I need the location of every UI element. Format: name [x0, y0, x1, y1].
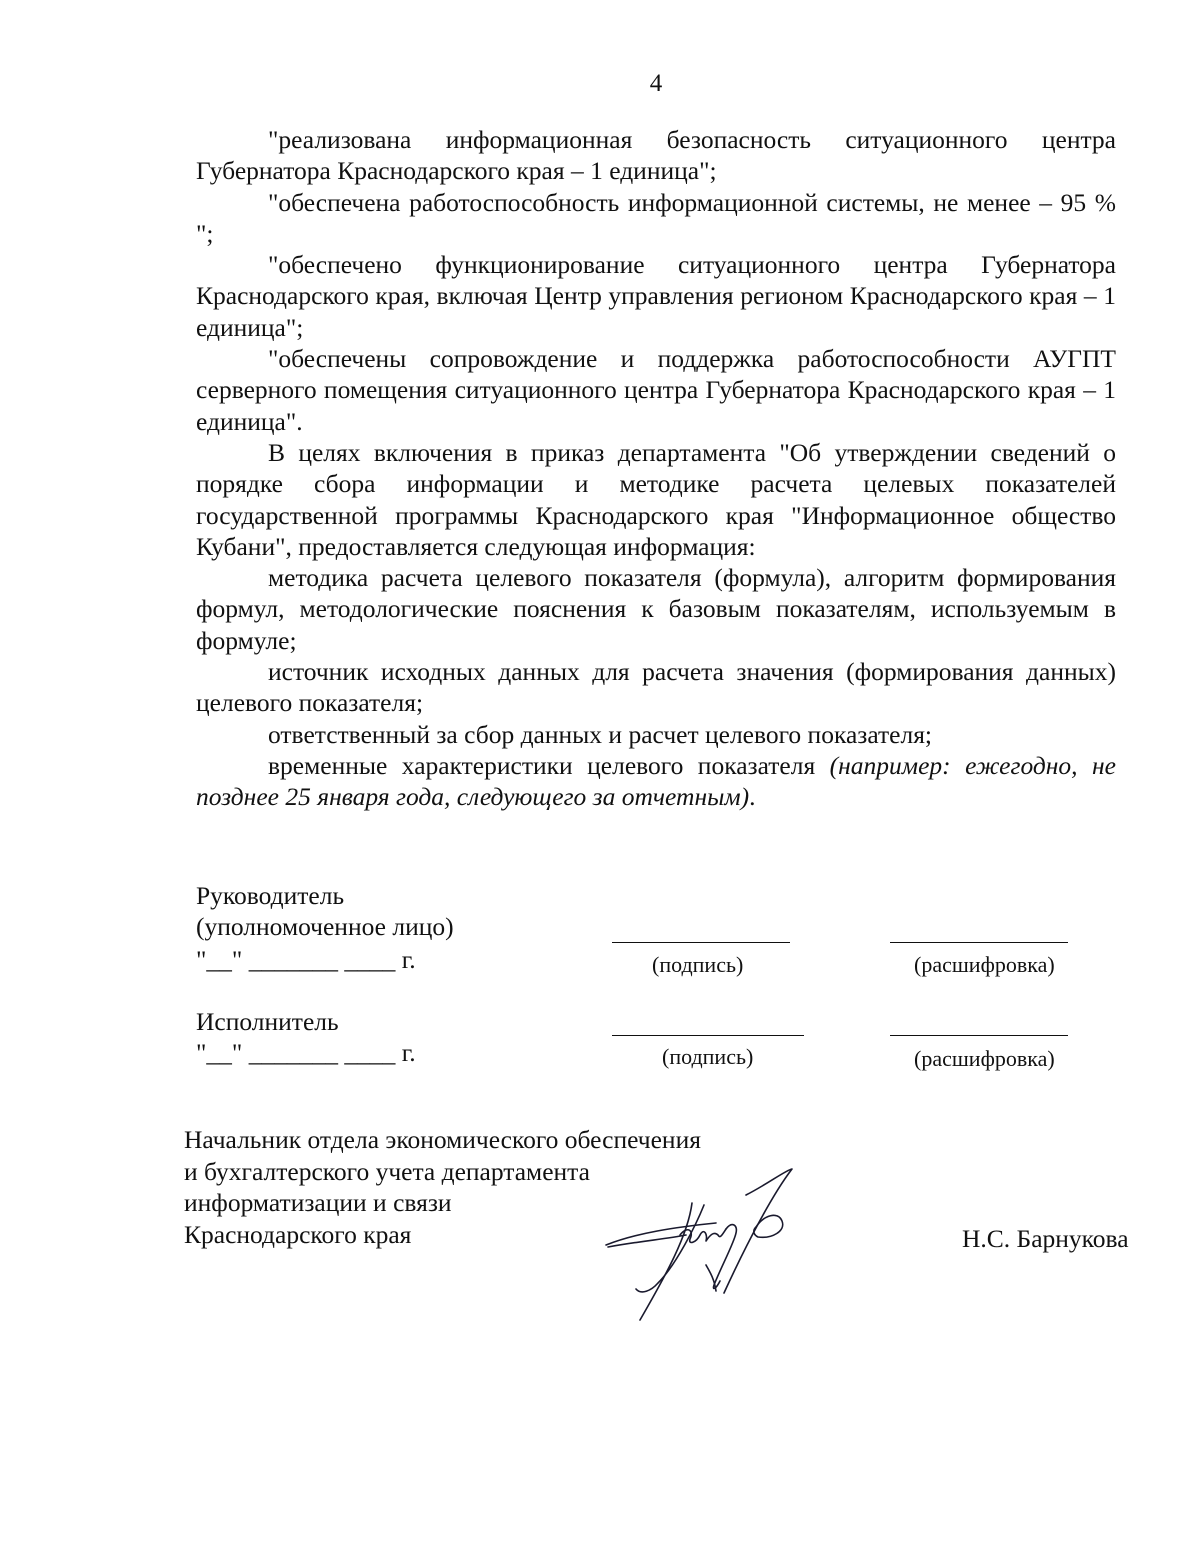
chief-position-line: информатизации и связи [184, 1188, 452, 1217]
chief-name: Н.С. Барнукова [962, 1224, 1129, 1253]
chief-position-line: Краснодарского края [184, 1219, 412, 1249]
paragraph-text: временные характеристики целевого показателя [268, 750, 830, 780]
chief-position-line: Начальник отдела экономического обеспечения [184, 1125, 701, 1154]
paragraph: "обеспечено функционирование ситуационного центра Губернатора Краснодарского края, включая Центр управления регионом Краснодарского края – 1 единица"; [196, 250, 1116, 342]
paragraph: "реализована информационная безопасность ситуационного центра Губернатора Краснодарского края – 1 единица"; [196, 125, 1116, 186]
paragraph: В целях включения в приказ департамента "Об утверждении сведений о порядке сбора информации и методике расчета целевых показателей государственной программы Краснодарского края "Информационное общество Кубани", предоставляется следующая информация: [196, 437, 1116, 561]
paragraph: "обеспечены сопровождение и поддержка работоспособности АУГПТ серверного помещения ситуационного центра Губернатора Краснодарского края – 1 единица". [196, 344, 1116, 436]
handwritten-signature [596, 1165, 806, 1325]
executor-decoding-line [890, 1035, 1068, 1036]
paragraph: методика расчета целевого показателя (формула), алгоритм формирования формул, методологические пояснения к базовым показателям, используемым в формуле; [196, 563, 1116, 655]
page-number: 4 [649, 70, 663, 97]
document-body [196, 124, 1116, 813]
paragraph-time-characteristics [196, 750, 1116, 813]
executor-signature-caption: (подпись) [662, 1044, 754, 1069]
paragraph-end: . [749, 782, 756, 812]
head-signature-caption: (подпись) [652, 952, 744, 977]
paragraph-italic-example: (например: ежегодно, не позднее 25 января года, следующего за отчетным) [196, 750, 1116, 812]
executor-title: Исполнитель [196, 1007, 339, 1036]
head-subtitle: (уполномоченное лицо) [196, 912, 454, 941]
paragraph: источник исходных данных для расчета значения (формирования данных) целевого показателя; [196, 657, 1116, 718]
head-decoding-line [890, 942, 1068, 943]
chief-position-line: и бухгалтерского учета департамента [184, 1156, 590, 1186]
paragraph: "обеспечена работоспособность информационной системы, не менее – 95 % "; [196, 187, 1116, 248]
head-date-line: "__" _______ ____ г. [196, 945, 416, 974]
executor-date-line: "__" _______ ____ г. [196, 1038, 416, 1067]
head-decoding-caption: (расшифровка) [914, 952, 1055, 977]
executor-decoding-caption: (расшифровка) [914, 1046, 1055, 1071]
executor-signature-line [612, 1035, 804, 1036]
head-title: Руководитель [196, 881, 345, 910]
paragraph: ответственный за сбор данных и расчет целевого показателя; [268, 719, 933, 749]
head-signature-line [612, 942, 790, 943]
